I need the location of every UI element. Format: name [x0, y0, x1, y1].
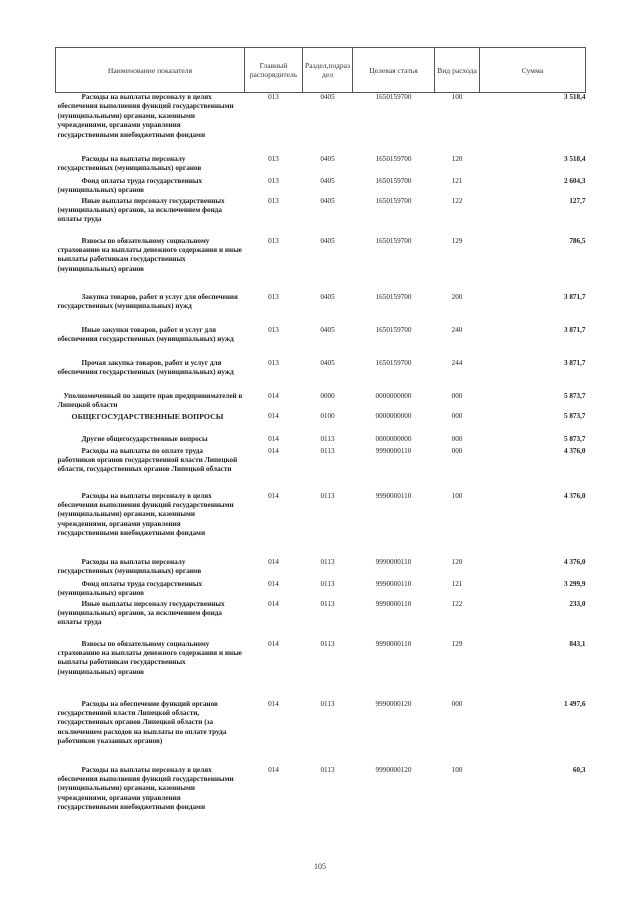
table-header-row	[56, 48, 586, 93]
row-expense-type: 000	[451, 411, 463, 420]
row-expense-type: 122	[451, 196, 463, 205]
row-name: Расходы на обеспечение функций органов государственной власти Липецкой области, государственных органов Липецкой области (за исключением расходов на выплаты по оплате труда работников указанных органов)	[57, 699, 227, 746]
row-grbs: 013	[268, 154, 279, 163]
row-sum: 3 518,4	[563, 154, 586, 163]
row-grbs: 014	[268, 557, 279, 566]
table-row	[56, 700, 586, 766]
row-name: Взносы по обязательному социальному страхованию на выплаты денежного содержания и иные выплаты работникам государственных (муниципальных) органов	[57, 639, 243, 676]
row-sum: 3 871,7	[563, 292, 586, 301]
row-target-article: 1650159700	[375, 358, 412, 367]
budget-table-sheet	[55, 47, 585, 836]
row-sum: 1 497,6	[563, 699, 586, 708]
page-number: 105	[314, 862, 326, 871]
row-expense-type: 000	[451, 699, 463, 708]
row-target-article: 9990000120	[375, 699, 412, 708]
row-name: Уполномоченный по защите прав предпринимателей в Липецкой области	[57, 391, 243, 409]
row-sum: 60,3	[572, 765, 586, 774]
row-target-article: 9990000110	[375, 491, 412, 500]
row-expense-type: 129	[451, 236, 463, 245]
table-row	[56, 237, 586, 293]
table-row	[56, 600, 586, 640]
row-name: Взносы по обязательному социальному страхованию на выплаты денежного содержания и иные выплаты работникам государственных (муниципальных) органов	[57, 236, 243, 273]
row-target-article: 1650159700	[375, 292, 412, 301]
row-expense-type: 000	[451, 391, 463, 400]
header-expense-type: Вид расхода	[435, 48, 480, 93]
row-name: Иные выплаты персоналу государственных (муниципальных) органов, за исключением фонда оплаты труда	[57, 196, 225, 224]
row-sum: 3 871,7	[563, 358, 586, 367]
row-expense-type: 122	[451, 599, 463, 608]
row-target-article: 9990000110	[375, 557, 412, 566]
row-razdel: 0113	[320, 599, 335, 608]
row-grbs: 014	[268, 579, 279, 588]
row-sum: 233,0	[569, 599, 586, 608]
row-sum: 786,5	[569, 236, 586, 245]
row-razdel: 0405	[320, 325, 335, 334]
row-razdel: 0113	[320, 491, 335, 500]
row-grbs: 014	[268, 411, 279, 420]
header-sum: Сумма	[480, 48, 586, 93]
row-sum: 5 873,7	[563, 434, 586, 443]
budget-table	[55, 47, 586, 836]
row-sum: 3 871,7	[563, 325, 586, 334]
row-razdel: 0100	[320, 411, 335, 420]
header-razdel: Раздел,подраз дел	[303, 48, 353, 93]
row-grbs: 014	[268, 639, 279, 648]
row-name: Прочая закупка товаров, работ и услуг для обеспечения государственных (муниципальных) нужд	[57, 358, 234, 376]
row-expense-type: 240	[451, 325, 463, 334]
row-grbs: 014	[268, 765, 279, 774]
row-target-article: 1650159700	[375, 154, 412, 163]
row-grbs: 013	[268, 93, 279, 101]
table-row	[56, 392, 586, 412]
row-razdel: 0000	[320, 391, 335, 400]
row-name: Фонд оплаты труда государственных (муниципальных) органов	[57, 579, 203, 597]
row-expense-type: 120	[451, 557, 463, 566]
table-row	[56, 93, 586, 155]
row-razdel: 0113	[320, 639, 335, 648]
row-razdel: 0113	[320, 579, 335, 588]
row-target-article: 0000000000	[375, 411, 412, 420]
row-target-article: 9990000110	[375, 639, 412, 648]
row-razdel: 0405	[320, 154, 335, 163]
table-row	[56, 558, 586, 580]
row-expense-type: 120	[451, 154, 463, 163]
row-grbs: 014	[268, 446, 279, 455]
table-row	[56, 435, 586, 447]
row-razdel: 0405	[320, 93, 335, 101]
row-grbs: 013	[268, 325, 279, 334]
row-expense-type: 129	[451, 639, 463, 648]
table-row	[56, 447, 586, 492]
row-razdel: 0405	[320, 176, 335, 185]
row-expense-type: 121	[451, 579, 463, 588]
row-expense-type: 244	[451, 358, 463, 367]
table-row	[56, 155, 586, 177]
row-target-article: 9990000110	[375, 446, 412, 455]
table-row	[56, 412, 586, 435]
row-grbs: 013	[268, 236, 279, 245]
row-name: Фонд оплаты труда государственных (муниципальных) органов	[57, 176, 203, 194]
table-row	[56, 640, 586, 700]
row-expense-type: 200	[451, 292, 463, 301]
row-grbs: 014	[268, 391, 279, 400]
row-name: Иные закупки товаров, работ и услуг для обеспечения государственных (муниципальных) нужд	[57, 325, 234, 343]
table-row	[56, 177, 586, 197]
header-grbs: Главный распорядитель	[245, 48, 303, 93]
header-target-article: Целевая статья	[353, 48, 435, 93]
row-target-article: 1650159700	[375, 196, 412, 205]
table-row	[56, 492, 586, 558]
row-target-article: 9990000110	[375, 599, 412, 608]
row-target-article: 0000000000	[375, 434, 412, 443]
row-name: ОБЩЕГОСУДАРСТВЕННЫЕ ВОПРОСЫ	[71, 411, 224, 421]
row-target-article: 0000000000	[375, 391, 412, 400]
row-sum: 4 376,0	[563, 446, 586, 455]
row-name: Иные выплаты персоналу государственных (муниципальных) органов, за исключением фонда оплаты труда	[57, 599, 225, 627]
row-razdel: 0405	[320, 236, 335, 245]
row-grbs: 014	[268, 491, 279, 500]
row-grbs: 013	[268, 196, 279, 205]
row-razdel: 0113	[320, 446, 335, 455]
row-razdel: 0113	[320, 557, 335, 566]
row-target-article: 9990000110	[375, 579, 412, 588]
row-target-article: 9990000120	[375, 765, 412, 774]
row-expense-type: 121	[451, 176, 463, 185]
row-grbs: 014	[268, 434, 279, 443]
row-grbs: 013	[268, 358, 279, 367]
row-target-article: 1650159700	[375, 325, 412, 334]
row-expense-type: 100	[451, 491, 463, 500]
row-name: Расходы на выплаты персоналу в целях обеспечения выполнения функций государственными (муниципальными) органами, казенными учреждениями, органами управления государственными внебюджетными фондами	[57, 765, 234, 812]
table-row	[56, 359, 586, 392]
row-grbs: 013	[268, 292, 279, 301]
row-razdel: 0405	[320, 196, 335, 205]
row-target-article: 1650159700	[375, 93, 412, 101]
row-name: Закупка товаров, работ и услуг для обеспечения государственных (муниципальных) нужд	[57, 292, 238, 310]
row-expense-type: 000	[451, 434, 463, 443]
row-name: Расходы на выплаты персоналу государственных (муниципальных) органов	[57, 557, 202, 575]
table-row	[56, 293, 586, 326]
header-name: Наименование показателя	[56, 48, 245, 93]
row-name: Другие общегосударственные вопросы	[81, 434, 208, 443]
row-razdel: 0113	[320, 699, 335, 708]
row-sum: 3 518,4	[563, 93, 586, 101]
table-row	[56, 326, 586, 359]
row-sum: 843,1	[569, 639, 586, 648]
table-row	[56, 197, 586, 237]
row-name: Расходы на выплаты персоналу государственных (муниципальных) органов	[57, 154, 202, 172]
row-grbs: 013	[268, 176, 279, 185]
row-razdel: 0405	[320, 358, 335, 367]
row-target-article: 1650159700	[375, 176, 412, 185]
row-expense-type: 000	[451, 446, 463, 455]
table-row	[56, 580, 586, 600]
row-grbs: 014	[268, 599, 279, 608]
row-sum: 127,7	[569, 196, 586, 205]
row-expense-type: 100	[451, 765, 463, 774]
table-row	[56, 766, 586, 836]
row-sum: 3 299,9	[563, 579, 586, 588]
row-expense-type: 100	[451, 93, 463, 101]
row-sum: 5 873,7	[563, 411, 586, 420]
table-body	[56, 93, 586, 836]
row-sum: 2 604,3	[563, 176, 586, 185]
row-sum: 4 376,0	[563, 557, 586, 566]
row-sum: 4 376,0	[563, 491, 586, 500]
row-name: Расходы на выплаты персоналу в целях обеспечения выполнения функций государственными (муниципальными) органами, казенными учреждениями, органами управления государственными внебюджетными фондами	[57, 491, 234, 538]
row-razdel: 0113	[320, 765, 335, 774]
row-razdel: 0405	[320, 292, 335, 301]
row-grbs: 014	[268, 699, 279, 708]
row-razdel: 0113	[320, 434, 335, 443]
row-target-article: 1650159700	[375, 236, 412, 245]
row-sum: 5 873,7	[563, 391, 586, 400]
row-name: Расходы на выплаты персоналу в целях обеспечения выполнения функций государственными (муниципальными) органами, казенными учреждениями, органами управления государственными внебюджетными фондами	[57, 93, 234, 139]
row-name: Расходы на выплаты по оплате труда работников органов государственной власти Липецкой области, государственных органов Липецкой области	[57, 446, 238, 474]
